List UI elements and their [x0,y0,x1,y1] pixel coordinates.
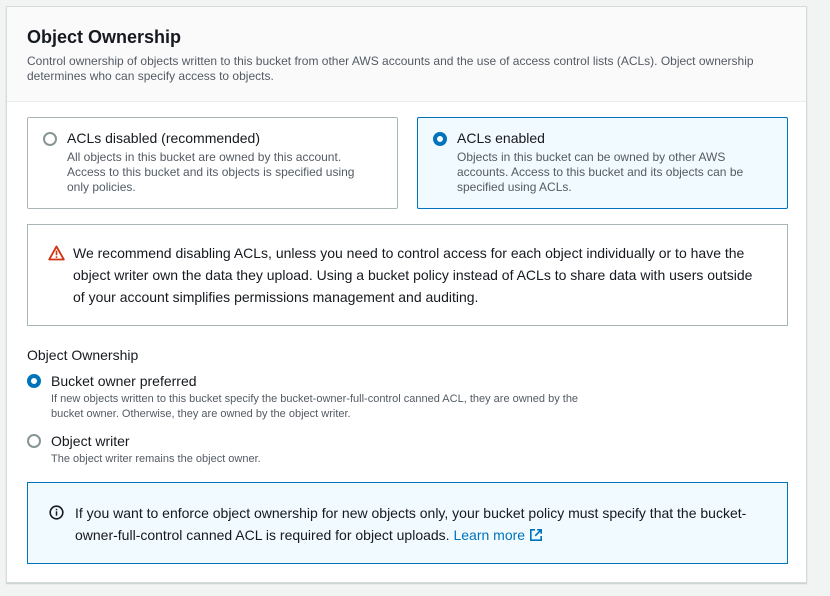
option-object-writer[interactable] [27,433,591,467]
external-link-icon [529,528,543,542]
info-text-block [75,502,767,546]
object-ownership-panel [6,6,807,583]
warning-triangle-icon [48,245,65,261]
panel-header [7,7,806,102]
option-bucket-owner-preferred[interactable] [27,373,591,422]
info-alert [27,482,788,564]
panel-title: Object Ownership [27,27,182,47]
warning-alert [27,224,788,326]
tile-description: Objects in this bucket can be owned by other AWS accounts. Access to this bucket and its objects can be specified using ACLs. [457,150,744,194]
acls-enabled-radio[interactable] [433,132,447,146]
tile-label: ACLs enabled [457,130,545,146]
option-description: The object writer remains the object owner. [51,453,261,465]
ownership-group-label: Object Ownership [27,347,139,363]
warning-text: We recommend disabling ACLs, unless you need to control access for each object individually or to have the object writer own the data they upload. Using a bucket policy instead of ACLs to share data with users outside of your account simplifies permissions management and auditing. [73,245,753,305]
tile-label: ACLs disabled (recommended) [67,130,260,146]
learn-more-label: Learn more [453,527,526,543]
tile-acls-disabled[interactable] [27,117,398,209]
info-text: If you want to enforce object ownership for new objects only, your bucket policy must specify that the bucket-owner-full-control canned ACL is required for object uploads. [75,505,747,543]
tile-description: All objects in this bucket are owned by this account. Access to this bucket and its objects is specified using only policies. [67,150,355,194]
object-writer-radio[interactable] [27,434,41,448]
bucket-owner-preferred-radio[interactable] [27,374,41,388]
panel-description: Control ownership of objects written to this bucket from other AWS accounts and the use of access control lists (ACLs). Object ownership determines who can specify access to objects. [27,54,754,83]
acls-disabled-radio[interactable] [43,132,57,146]
tile-acls-enabled[interactable] [417,117,788,209]
option-label: Object writer [51,433,130,449]
info-circle-icon [49,505,64,520]
option-label: Bucket owner preferred [51,373,197,389]
learn-more-link[interactable] [453,527,543,543]
option-description: If new objects written to this bucket specify the bucket-owner-full-control canned ACL, they are owned by the bucket owner. Otherwise, they are owned by the object writer. [51,393,579,420]
